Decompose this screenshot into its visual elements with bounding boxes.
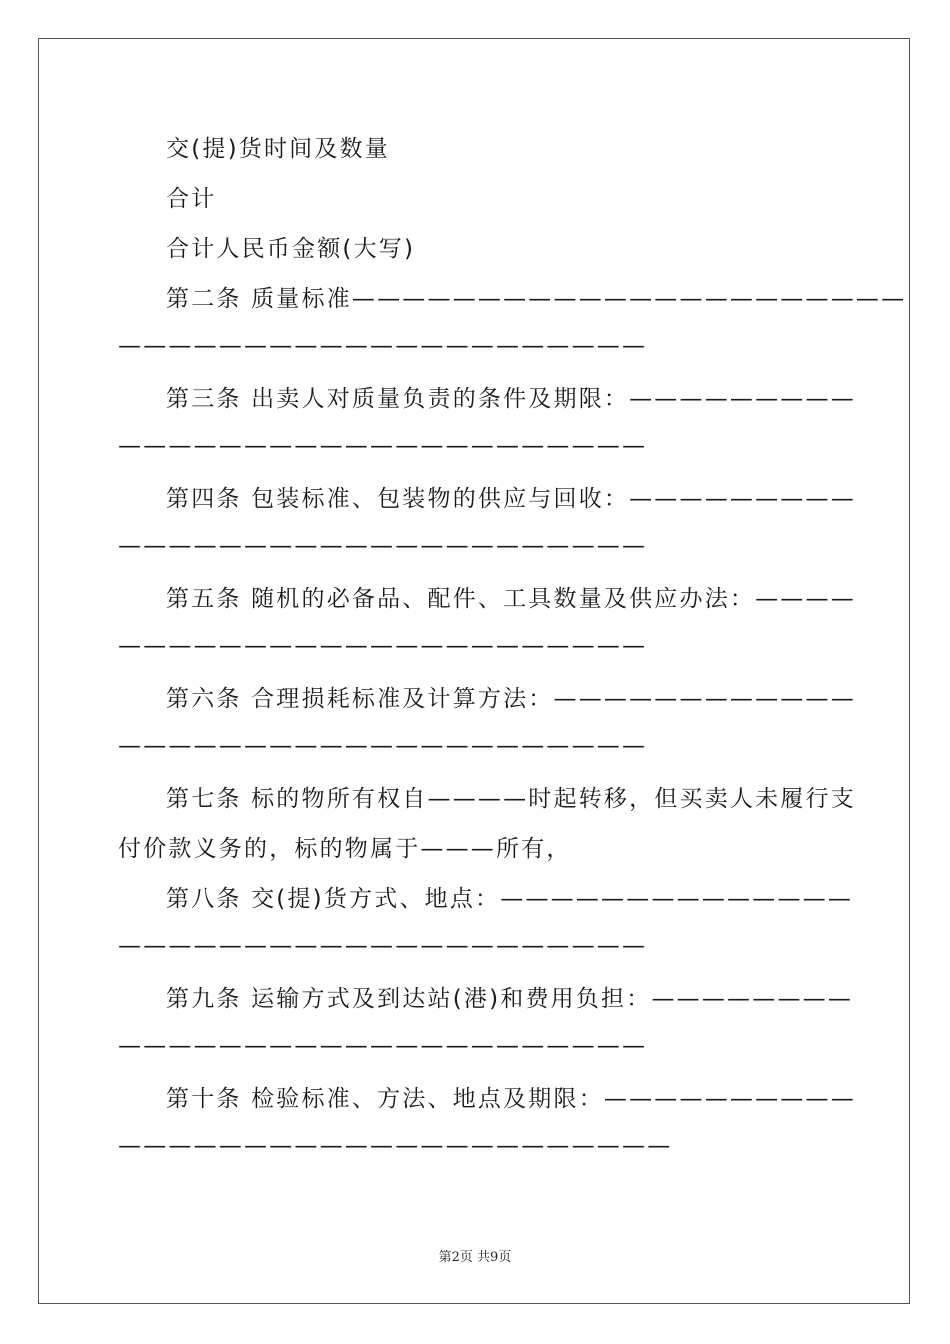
clause-5-line-2: ————————————————————— bbox=[118, 633, 648, 659]
clause-6-line-2: ————————————————————— bbox=[118, 733, 648, 759]
page-number: 第2页 共9页 bbox=[438, 1250, 512, 1265]
clause-6-line-1: 第六条 合理损耗标准及计算方法：———————————— bbox=[166, 686, 856, 712]
clause-9-line-1: 第九条 运输方式及到达站(港)和费用负担：———————— bbox=[166, 986, 854, 1012]
text-line: 合计 bbox=[166, 186, 217, 212]
clause-4-line-1: 第四条 包装标准、包装物的供应与回收：————————— bbox=[166, 486, 856, 512]
page-frame bbox=[38, 38, 910, 1304]
clause-5-line-1: 第五条 随机的必备品、配件、工具数量及供应办法：———— bbox=[166, 586, 856, 612]
clause-7-line-1: 第七条 标的物所有权自————时起转移，但买卖人未履行支 bbox=[166, 786, 856, 812]
clause-2-line-2: ————————————————————— bbox=[118, 333, 648, 359]
text-line: 合计人民币金额(大写) bbox=[166, 236, 416, 262]
text-line: 交(提)货时间及数量 bbox=[166, 136, 390, 162]
clause-8-line-2: ————————————————————— bbox=[118, 933, 648, 959]
clause-10-line-1: 第十条 检验标准、方法、地点及期限：—————————— bbox=[166, 1086, 856, 1112]
clause-9-line-2: ————————————————————— bbox=[118, 1033, 648, 1059]
clause-3-line-2: ————————————————————— bbox=[118, 433, 648, 459]
clause-3-line-1: 第三条 出卖人对质量负责的条件及期限：————————— bbox=[166, 386, 856, 412]
clause-8-line-1: 第八条 交(提)货方式、地点：—————————————— bbox=[166, 886, 854, 912]
clause-7-line-2: 付价款义务的，标的物属于———所有， bbox=[118, 836, 572, 862]
clause-4-line-2: ————————————————————— bbox=[118, 533, 648, 559]
clause-10-line-2: —————————————————————— bbox=[118, 1133, 673, 1159]
clause-2-line-1: 第二条 质量标准—————————————————————— bbox=[166, 286, 907, 312]
